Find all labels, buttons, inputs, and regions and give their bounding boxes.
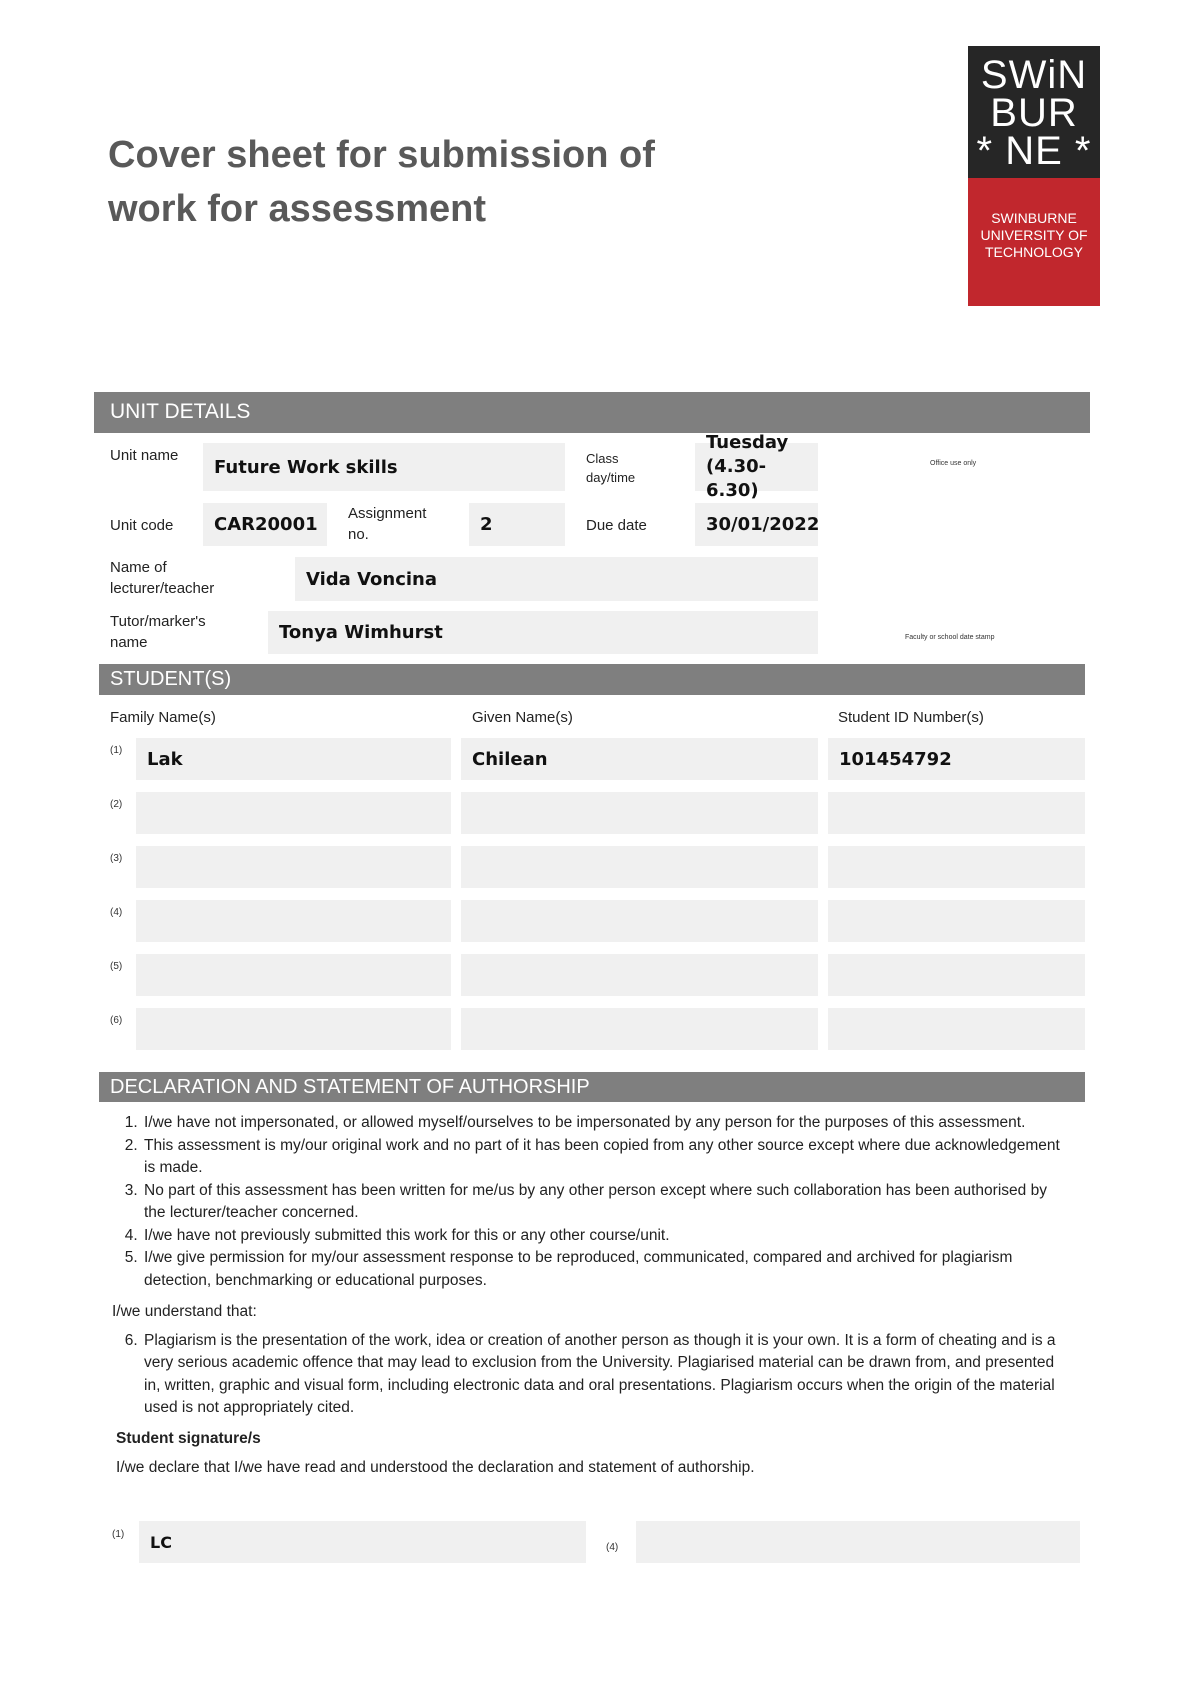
lecturer-label: Name of lecturer/teacher <box>110 559 215 597</box>
swinburne-logo <box>968 46 1100 178</box>
understand-text: I/we understand that: <box>112 1303 257 1320</box>
student-row-number: (5) <box>110 961 123 972</box>
given-name-field[interactable] <box>461 954 818 996</box>
family-name-field[interactable] <box>136 900 451 942</box>
given-name-field[interactable] <box>461 792 818 834</box>
student-id-field[interactable] <box>828 792 1085 834</box>
family-name-field[interactable]: Lak <box>136 738 451 780</box>
faculty-stamp-label: Faculty or school date stamp <box>905 634 995 641</box>
signature-4-number: (4) <box>606 1542 619 1553</box>
logo-line-1: SWiN <box>980 53 1088 97</box>
given-name-field[interactable] <box>461 1008 818 1050</box>
declaration-list-2 <box>112 1330 1062 1420</box>
student-row-number: (6) <box>110 1015 123 1026</box>
logo-line-2: BUR <box>990 91 1078 135</box>
family-name-field[interactable] <box>136 1008 451 1050</box>
declaration-item-1: 1. I/we have not impersonated, or allowed myself/ourselves to be impersonated by any person for the purposes of this assessment. <box>142 1112 1062 1135</box>
family-name-field[interactable] <box>136 846 451 888</box>
student-id-field[interactable]: 101454792 <box>828 738 1085 780</box>
logo-line-3: * NE * <box>976 129 1092 173</box>
unit-code-field[interactable]: CAR20001 <box>203 503 327 546</box>
given-name-field[interactable] <box>461 900 818 942</box>
declaration-item-6: 6. Plagiarism is the presentation of the work, idea or creation of another person as though it is your own. It is a form of cheating and is a very serious academic offence that may lead to exclusion from the University. Plagiarised material can be drawn from, and presented in, written, graphic and visual form, including electronic data and oral presentations. Plagiarism occurs when the origin of the material used is not appropriately cited. <box>142 1330 1062 1420</box>
student-row-number: (2) <box>110 799 123 810</box>
declaration-body <box>112 1112 1062 1480</box>
unit-name-field[interactable]: Future Work skills <box>203 443 565 491</box>
declaration-list <box>112 1112 1062 1292</box>
signature-4-field[interactable] <box>636 1521 1080 1563</box>
signature-statement: I/we declare that I/we have read and understood the declaration and statement of authorship. <box>116 1459 755 1476</box>
student-row-number: (3) <box>110 853 123 864</box>
student-row-number: (4) <box>110 907 123 918</box>
family-name-field[interactable] <box>136 792 451 834</box>
title-line-1: Cover sheet for submission of <box>108 134 655 176</box>
student-id-field[interactable] <box>828 954 1085 996</box>
class-day-time-field[interactable] <box>695 432 818 501</box>
class-label: Class day/time <box>586 451 636 485</box>
family-name-field[interactable] <box>136 954 451 996</box>
class-day: Tuesday <box>706 432 789 453</box>
declaration-item-5: 5. I/we give permission for my/our assessment response to be reproduced, communicated, compared and archived for plagiarism detection, benchmarking or educational purposes. <box>142 1247 1062 1292</box>
student-id-field[interactable] <box>828 1008 1085 1050</box>
given-name-field[interactable] <box>461 846 818 888</box>
logo-sub-1: SWINBURNE <box>991 210 1077 226</box>
declaration-item-2: 2. This assessment is my/our original work and no part of it has been copied from any other source except where due acknowledgement is made. <box>142 1135 1062 1180</box>
signature-1-field[interactable]: LC <box>139 1521 586 1563</box>
assignment-no-field[interactable]: 2 <box>469 503 565 546</box>
unit-details-header: UNIT DETAILS <box>94 392 1090 433</box>
unit-name-label: Unit name <box>110 447 179 464</box>
student-id-field[interactable] <box>828 846 1085 888</box>
page-title <box>108 128 748 236</box>
logo-sub-3: TECHNOLOGY <box>984 244 1083 260</box>
title-line-2: work for assessment <box>108 188 487 230</box>
given-name-field[interactable]: Chilean <box>461 738 818 780</box>
given-name-column-header: Given Name(s) <box>472 709 573 726</box>
tutor-label: Tutor/marker's name <box>110 613 206 651</box>
declaration-item-4: 4. I/we have not previously submitted this work for this or any other course/unit. <box>142 1225 1062 1248</box>
due-date-field[interactable]: 30/01/2022 <box>695 503 818 546</box>
signature-1-number: (1) <box>112 1529 125 1540</box>
due-date-label: Due date <box>586 517 647 534</box>
class-time: (4.30- 6.30) <box>706 456 767 501</box>
lecturer-field[interactable]: Vida Voncina <box>295 557 818 601</box>
student-id-field[interactable] <box>828 900 1085 942</box>
declaration-item-3: 3. No part of this assessment has been written for me/us by any other person except where such collaboration has been authorised by the lecturer/teacher concerned. <box>142 1180 1062 1225</box>
assignment-label: Assignment no. <box>348 505 427 543</box>
unit-code-label: Unit code <box>110 517 174 534</box>
declaration-header: DECLARATION AND STATEMENT OF AUTHORSHIP <box>99 1072 1085 1102</box>
logo-university-name <box>968 178 1100 306</box>
signature-heading: Student signature/s <box>116 1429 261 1447</box>
office-use-label: Office use only <box>930 460 977 467</box>
family-name-column-header: Family Name(s) <box>110 709 216 726</box>
logo-sub-2: UNIVERSITY OF <box>980 227 1088 243</box>
student-id-column-header: Student ID Number(s) <box>838 709 984 726</box>
tutor-field[interactable]: Tonya Wimhurst <box>268 611 818 654</box>
students-header: STUDENT(S) <box>99 664 1085 695</box>
student-row-number: (1) <box>110 745 123 756</box>
